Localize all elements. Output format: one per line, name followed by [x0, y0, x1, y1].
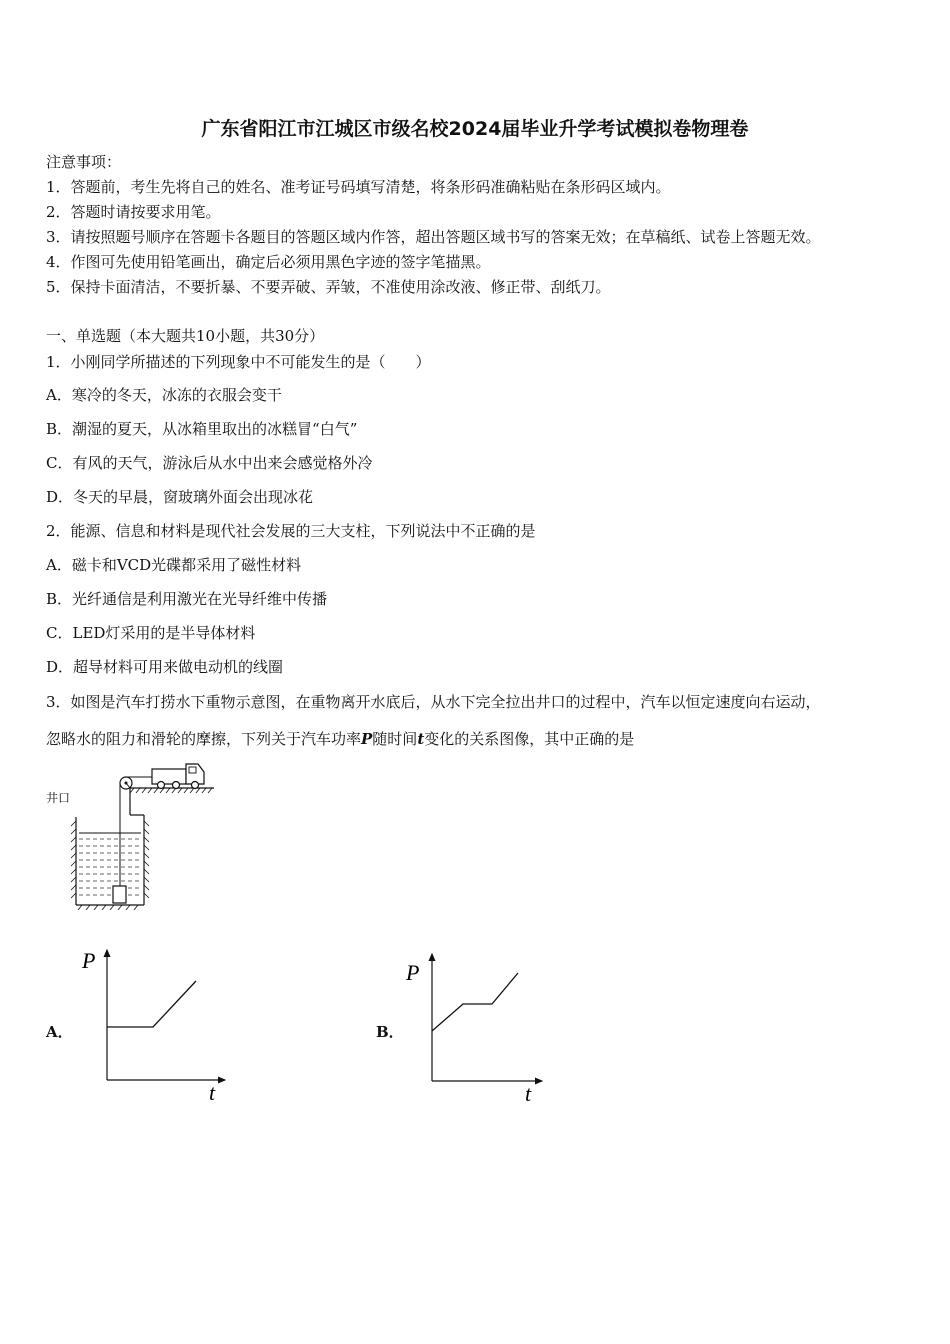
question-3-option-b-label: B． — [376, 1023, 404, 1041]
question-1-stem: 1．小刚同学所描述的下列现象中不可能发生的是（ ） — [46, 353, 431, 371]
notice-heading: 注意事项： — [46, 153, 122, 171]
question-1-option-b: B．潮湿的夏天，从冰箱里取出的冰糕冒“白气” — [46, 420, 358, 438]
notice-item: 1．答题前，考生先将自己的姓名、准考证号码填写清楚，将条形码准确粘贴在条形码区域内。 — [46, 178, 671, 196]
notice-item: 4．作图可先使用铅笔画出，确定后必须用黑色字迹的签字笔描黑。 — [46, 253, 491, 271]
question-2-option-b: B．光纤通信是利用激光在光导纤维中传播 — [46, 590, 328, 608]
option-b-graph — [394, 940, 564, 1110]
option-b-x-label: t — [525, 1081, 532, 1106]
question-2-option-a: A．磁卡和VCD光碟都采用了磁性材料 — [46, 556, 302, 574]
question-2-stem: 2．能源、信息和材料是现代社会发展的三大支柱，下列说法中不正确的是 — [46, 522, 536, 540]
notice-item: 2．答题时请按要求用笔。 — [46, 203, 221, 221]
option-a-x-label: t — [209, 1080, 216, 1105]
question-1-option-d: D．冬天的早晨，窗玻璃外面会出现冰花 — [46, 488, 314, 506]
notice-item: 5．保持卡面清洁，不要折暴、不要弄破、弄皱，不准使用涂改液、修正带、刮纸刀。 — [46, 278, 611, 296]
option-a-y-label: P — [82, 948, 96, 973]
question-1-option-a: A．寒冷的冬天，冰冻的衣服会变干 — [46, 386, 282, 404]
question-3-stem-line2: 忽略水的阻力和滑轮的摩擦，下列关于汽车功率P随时间t变化的关系图像，其中正确的是 — [46, 730, 635, 748]
question-2-option-c: C．LED灯采用的是半导体材料 — [46, 624, 256, 642]
question-1-option-c: C．有风的天气，游泳后从水中出来会感觉格外冷 — [46, 454, 373, 472]
section-heading: 一、单选题（本大题共10小题，共30分） — [46, 327, 325, 345]
option-b-y-label: P — [406, 960, 420, 985]
well-label: 井口 — [46, 791, 71, 805]
option-a-graph — [70, 940, 240, 1110]
truck-well-diagram — [64, 755, 224, 915]
notice-item: 3．请按照题号顺序在答题卡各题目的答题区域内作答，超出答题区域书写的答案无效；在草稿纸、试卷上答题无效。 — [46, 228, 821, 246]
page-title: 广东省阳江市江城区市级名校2024届毕业升学考试模拟卷物理卷 — [201, 118, 749, 140]
question-3-option-a-label: A． — [46, 1023, 73, 1041]
question-2-option-d: D．超导材料可用来做电动机的线圈 — [46, 658, 284, 676]
question-3-stem-line1: 3．如图是汽车打捞水下重物示意图，在重物离开水底后，从水下完全拉出井口的过程中，汽车以恒定速度向右运动， — [46, 693, 821, 711]
